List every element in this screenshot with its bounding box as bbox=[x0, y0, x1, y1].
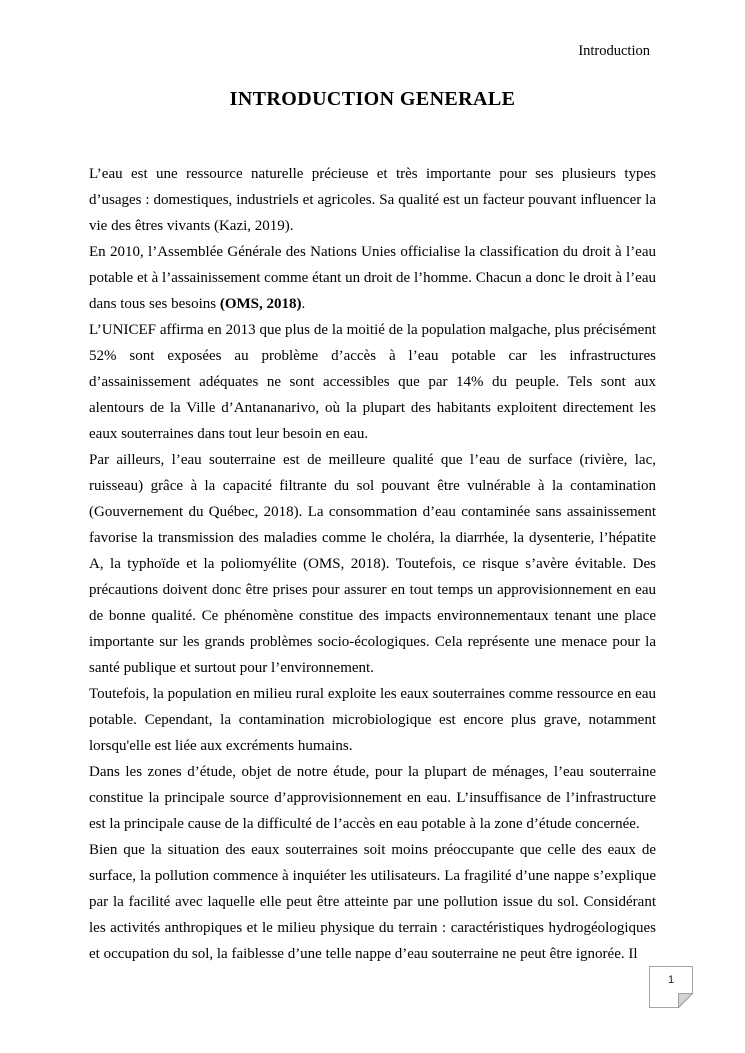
folded-page-icon bbox=[649, 966, 693, 1008]
paragraph-2-period: . bbox=[301, 296, 306, 312]
page-number-badge bbox=[649, 966, 693, 1008]
document-body bbox=[89, 161, 656, 967]
paragraph-3: L’UNICEF affirma en 2013 que plus de la moitié de la population malgache, plus précisément 52% sont exposées au problème d’accès à l’eau potable car les infrastructures d’assainissement adéquates ne sont accessibles que par 14% du peuple. Tels sont aux alentours de la Ville d’Antananarivo, où la plupart des habitants exploitent directement les eaux souterraines dans tout leur besoin en eau. bbox=[89, 322, 656, 442]
citation-oms-bold: (OMS, 2018) bbox=[219, 296, 302, 312]
paragraph-4: Par ailleurs, l’eau souterraine est de meilleure qualité que l’eau de surface (rivière, lac, ruisseau) grâce à la capacité filtrante du sol pouvant être vulnérable à la contamination (Gouvernement du Québec, 2018). La consommation d’eau contaminée sans assainissement favorise la transmission des maladies comme le choléra, la diarrhée, la dysenterie, l’hépatite A, la typhoïde et la poliomyélite (OMS, 2018). Toutefois, ce risque s’avère évitable. Des précautions doivent donc être prises pour assurer en tout temps un approvisionnement en eau de bonne qualité. Ce phénomène constitue des impacts environnementaux tenant une place importante sur les grands problèmes socio-écologiques. Cela représente une menace pour la santé publique et surtout pour l’environnement. bbox=[89, 452, 656, 676]
paragraph-2 bbox=[89, 239, 656, 317]
paragraph-1: L’eau est une ressource naturelle précieuse et très importante pour ses plusieurs types d’usages : domestiques, industriels et agricoles. Sa qualité est un facteur pouvant influencer la vie des êtres vivants (Kazi, 2019). bbox=[89, 166, 656, 234]
paragraph-6: Dans les zones d’étude, objet de notre étude, pour la plupart de ménages, l’eau souterraine constitue la principale source d’approvisionnement en eau. L’insuffisance de l’infrastructure est la principale cause de la difficulté de l’accès en eau potable à la zone d’étude concernée. bbox=[89, 764, 656, 832]
running-header: Introduction bbox=[578, 43, 650, 59]
page-title: INTRODUCTION GENERALE bbox=[229, 88, 516, 110]
paragraph-7: Bien que la situation des eaux souterraines soit moins préoccupante que celle des eaux de surface, la pollution commence à inquiéter les utilisateurs. La fragilité d’une nappe s’explique par la facilité avec laquelle elle peut être atteinte par une pollution issue du sol. Considérant les activités anthropiques et le milieu physique du terrain : caractéristiques hydrogéologiques et occupation du sol, la faiblesse d’une telle nappe d’eau souterraine ne peut être ignorée. Il bbox=[89, 842, 656, 962]
page-number: 1 bbox=[667, 974, 675, 986]
paragraph-5: Toutefois, la population en milieu rural exploite les eaux souterraines comme ressource en eau potable. Cependant, la contamination microbiologique est encore plus grave, notamment lorsqu'elle est liée aux excréments humains. bbox=[89, 686, 656, 754]
paragraph-2-text: En 2010, l’Assemblée Générale des Nations Unies officialise la classification du droit à l’eau potable et à l’assainissement comme étant un droit de l’homme. Chacun a donc le droit à l’eau dans tous ses besoins bbox=[89, 244, 656, 312]
